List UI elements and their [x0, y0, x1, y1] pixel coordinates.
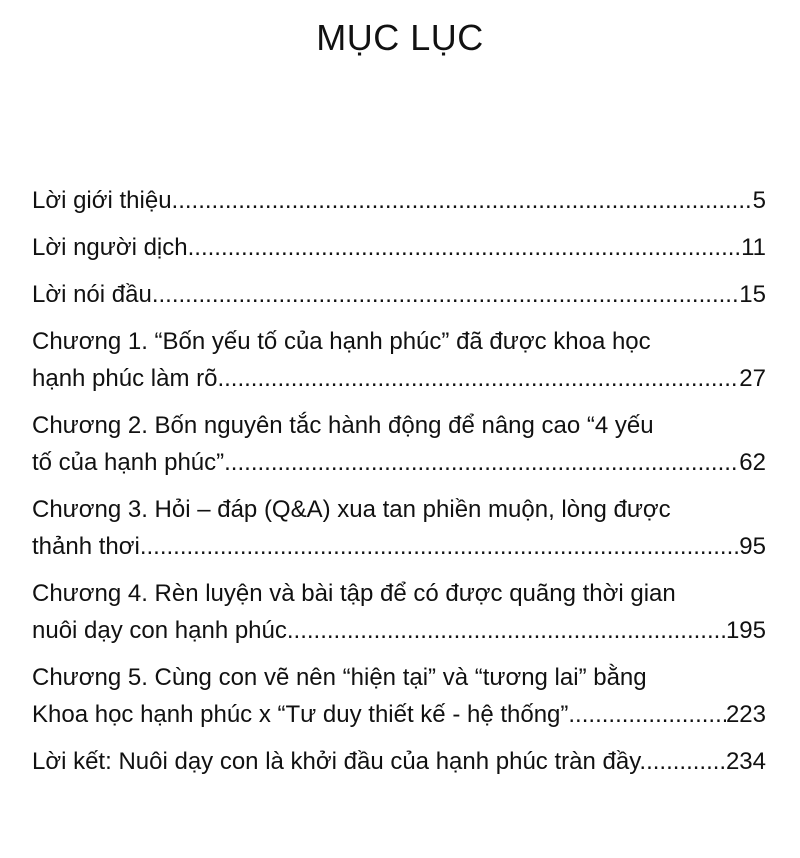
toc-entry-title: Lời kết: Nuôi dạy con là khởi đầu của hạnh phúc tràn đầy. — [32, 748, 647, 775]
toc-entry — [32, 229, 766, 266]
toc-entry — [32, 182, 766, 219]
dot-leader — [152, 276, 739, 313]
toc-entry-title: hạnh phúc làm rõ — [32, 365, 218, 392]
toc-entry — [32, 575, 766, 649]
toc-entry-title: nuôi dạy con hạnh phúc. — [32, 617, 294, 644]
toc-entry-last-line — [32, 696, 766, 733]
page-title: MỤC LỤC — [316, 17, 484, 58]
dot-leader — [646, 743, 726, 780]
toc-entry — [32, 659, 766, 733]
toc-page-number: 223 — [725, 701, 766, 728]
toc-entry-last-line — [32, 229, 766, 266]
toc-entry-last-line — [32, 612, 766, 649]
toc-entry-last-line — [32, 276, 766, 313]
dot-leader — [217, 360, 739, 397]
toc-entry-last-line — [32, 743, 766, 780]
toc-page-number: 195 — [725, 617, 766, 644]
toc-page-number: 11 — [741, 234, 766, 261]
table-of-contents — [32, 182, 766, 790]
toc-page-number: 95 — [739, 533, 766, 560]
dot-leader — [140, 528, 739, 565]
toc-entry-title-line: Chương 5. Cùng con vẽ nên “hiện tại” và “tương lai” bằng — [32, 664, 647, 691]
toc-entry — [32, 491, 766, 565]
dot-leader — [224, 444, 739, 481]
toc-entry-title: thảnh thơi — [32, 533, 140, 560]
toc-entry-title-line: Chương 1. “Bốn yếu tố của hạnh phúc” đã được khoa học — [32, 328, 651, 355]
toc-entry-title: Khoa học hạnh phúc x “Tư duy thiết kế - hệ thống” — [32, 701, 569, 728]
toc-entry — [32, 323, 766, 397]
toc-page-number: 27 — [739, 365, 766, 392]
toc-entry — [32, 407, 766, 481]
toc-entry — [32, 276, 766, 313]
toc-entry-title: tố của hạnh phúc” — [32, 449, 225, 476]
toc-entry-title-line: Chương 2. Bốn nguyên tắc hành động để nâng cao “4 yếu — [32, 412, 654, 439]
toc-entry-title: Lời người dịch — [32, 234, 188, 261]
toc-entry-last-line — [32, 444, 766, 481]
toc-entry-title: Lời nói đầu — [32, 281, 152, 308]
dot-leader — [568, 696, 726, 733]
toc-entry-last-line — [32, 360, 766, 397]
toc-entry-title: Lời giới thiệu — [32, 187, 172, 214]
dot-leader — [172, 182, 753, 219]
toc-entry-title-line: Chương 3. Hỏi – đáp (Q&A) xua tan phiền muộn, lòng được — [32, 496, 671, 523]
toc-entry-title-line: Chương 4. Rèn luyện và bài tập để có được quãng thời gian — [32, 580, 676, 607]
toc-page-number: 5 — [752, 187, 766, 214]
toc-page-number: 234 — [725, 748, 766, 775]
toc-page-number: 15 — [739, 281, 766, 308]
toc-entry — [32, 743, 766, 780]
toc-entry-last-line — [32, 528, 766, 565]
dot-leader — [294, 612, 726, 649]
dot-leader — [188, 229, 741, 266]
toc-page-number: 62 — [739, 449, 766, 476]
toc-entry-last-line — [32, 182, 766, 219]
